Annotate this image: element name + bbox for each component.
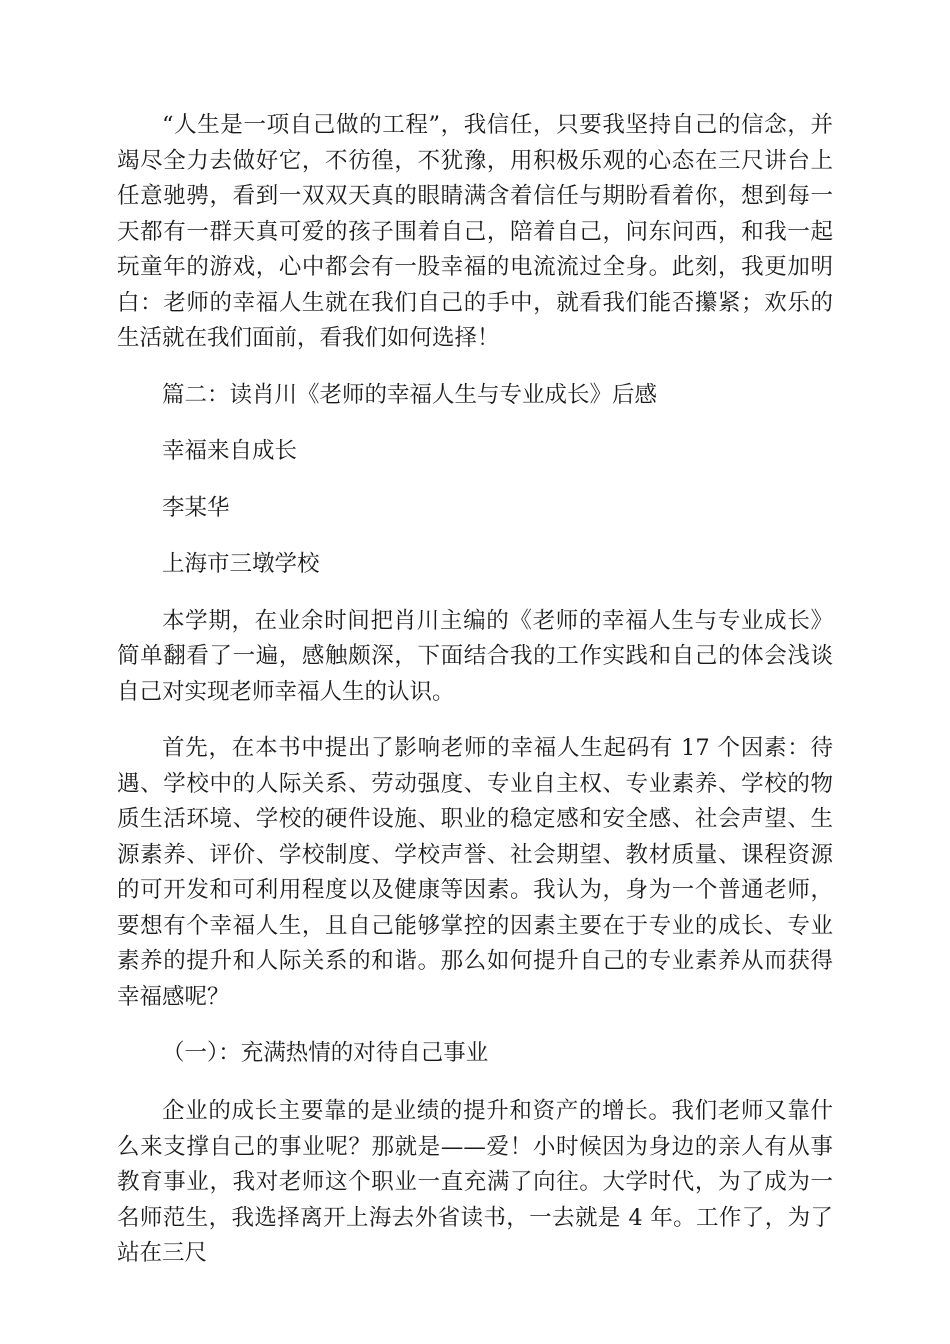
section-heading-1: （一）：充满热情的对待自己事业 <box>162 1040 489 1066</box>
paragraph-1: “人生是一项自己做的工程”，我信任，只要我坚持自己的信念，并竭尽全力去做好它，不彷徨，不犹豫，用积极乐观的心态在三尺讲台上任意驰骋，看到一双双天真的眼睛满含着信任与期盼看着你，想到每一天都有一群天真可爱的孩子围着自己，陪着自己，问东问西，和我一起玩童年的游戏，心中都会有一股幸福的电流流过全身。此刻，我更加明白：老师的幸福人生就在我们自己的手中，就看我们能否攥紧；欢乐的生活就在我们面前，看我们如何选择！ <box>117 112 833 351</box>
paragraph-4: 企业的成长主要靠的是业绩的提升和资产的增长。我们老师又靠什么来支撑自己的事业呢？那就是——爱！小时候因为身边的亲人有从事教育事业，我对老师这个职业一直充满了向往。大学时代，为了成为一名师范生，我选择离开上海去外省读书，一去就是 4 年。工作了，为了站在三尺 <box>117 1098 833 1266</box>
paragraph-3: 首先，在本书中提出了影响老师的幸福人生起码有 17 个因素：待遇、学校中的人际关系、劳动强度、专业自主权、专业素养、学校的物质生活环境、学校的硬件设施、职业的稳定感和安全感、社会声望、生源素养、评价、学校制度、学校声誉、社会期望、教材质量、课程资源的可开发和可利用程度以及健康等因素。我认为，身为一个普通老师，要想有个幸福人生，且自己能够掌控的因素主要在于专业的成长、专业素养的提升和人际关系的和谐。那么如何提升自己的专业素养从而获得幸福感呢？ <box>117 735 833 1010</box>
school-name: 上海市三墩学校 <box>162 551 320 577</box>
chapter-title: 篇二：读肖川《老师的幸福人生与专业成长》后感 <box>162 381 658 408</box>
article-subtitle: 幸福来自成长 <box>162 438 298 464</box>
paragraph-2: 本学期，在业余时间把肖川主编的《老师的幸福人生与专业成长》简单翻看了一遍，感触颇深，下面结合我的工作实践和自己的体会浅谈自己对实现老师幸福人生的认识。 <box>117 607 833 705</box>
document-page <box>117 108 833 1272</box>
author-name: 李某华 <box>162 494 230 521</box>
